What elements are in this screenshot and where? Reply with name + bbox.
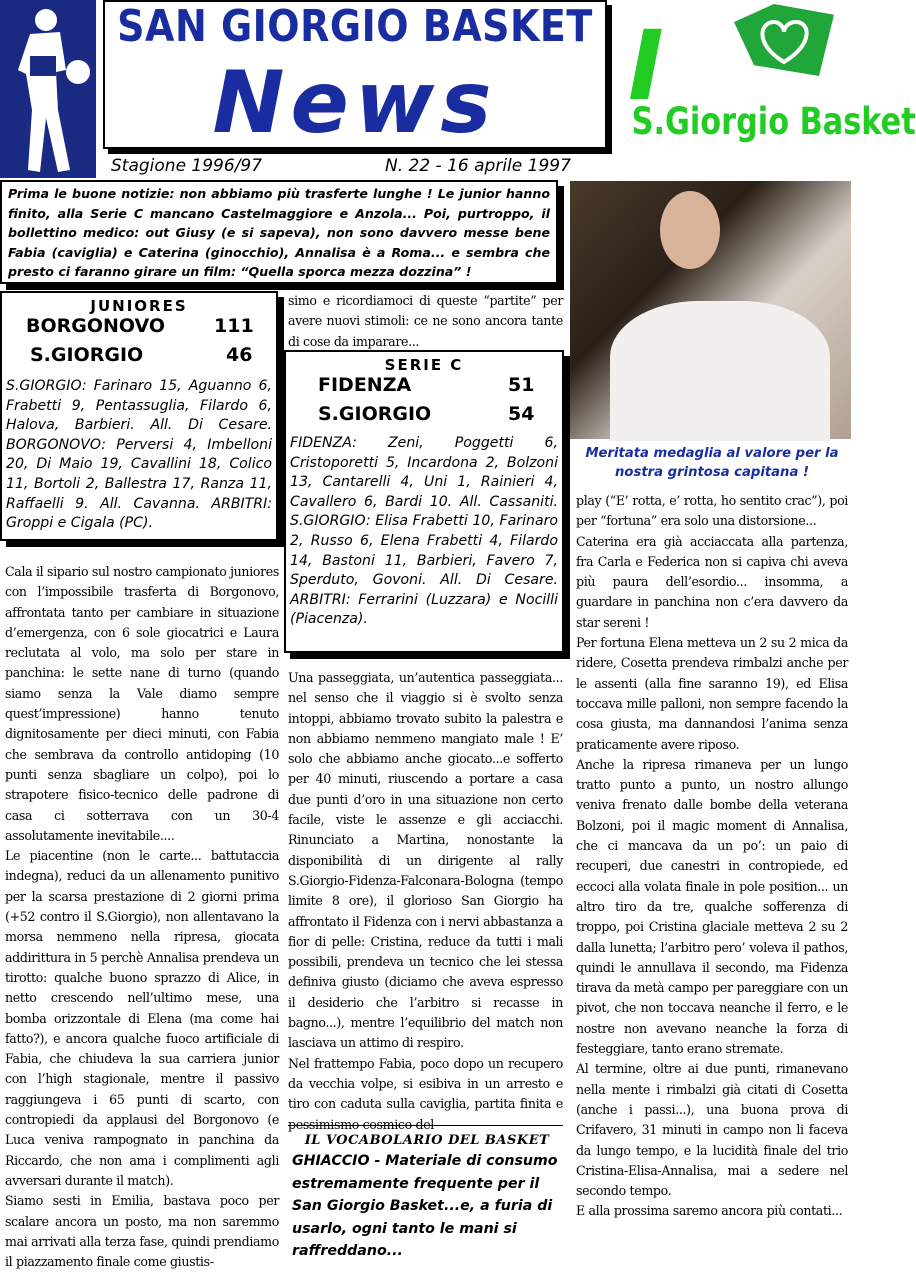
heart-icon (734, 4, 834, 76)
paragraph: Cala il sipario sul nostro campionato juniores con l’impossibile trasferta di Borgonovo, affrontata tanto per cambiare in situazione d’emergenza, con 6 sole giocatrici e Laura reclutata al volo, ma solo per stare in panchina: le sette nane di turno (quando siamo senza la Vale diamo sempre quest’impressione) hanno tenuto dignitosamente per dieci minuti, con Fabia che sembrava da controllo antidoping (10 punti senza sbagliare un colpo), poi lo strapotere fisico-tecnico delle padrone di casa ci sotterrava con un 30-4 assolutamente inevitabile.... (5, 564, 279, 843)
paragraph: Una passeggiata, un’autentica passeggiata... nel senso che il viaggio si è svolto senza intoppi, abbiamo trovato subito la palestra e non abbiamo nemmeno mangiato male ! E’ solo che abbiamo anche giocato...e sofferto per 40 minuti, riuscendo a portare a casa due punti d’oro in una situazione non certo facile, viste le assenze e gli acciacchi. Rinunciato a Martina, nonostante la disponibilità di un dirigente al rally S.Giorgio-Fidenza-Falconara-Bologna (tempo limite 8 ore), il glorioso San Giorgio ha affrontato il Fidenza con i nervi abbastanza a fior di pelle: Cristina, reduce da tutti i mali possibili, prendeva un tecnico che lei stessa definiva giusto (diciamo che aveva espresso il desiderio che l’arbitro si recasse in bagno...), mentre l’equilibrio del match non lasciava un attimo di respiro. (288, 670, 563, 1051)
seriec-score-2: 54 (508, 403, 535, 425)
paragraph: play (“E’ rotta, e’ rotta, ho sentito crac”), poi per “fortuna” era solo una distorsione... (576, 493, 848, 529)
logo-team-name: S.Giorgio Basket (631, 100, 916, 143)
basketball-player-icon (0, 0, 96, 178)
article-column-2-top (288, 291, 563, 349)
juniores-row-2 (6, 344, 272, 373)
paragraph: Al termine, oltre ai due punti, rimanevano nella mente i rimbalzi già citati di Cosetta (anche i passi...), una buona prova di Crifavero, 31 minuti in campo non li faceva da lungo tempo, e la lucidità finale del trio Cristina-Elisa-Annalisa, mai a sedere nel secondo tempo. (576, 1061, 848, 1199)
juniores-team-2: S.GIORGIO (30, 344, 144, 366)
column-divider (288, 1125, 563, 1126)
juniores-score-box (0, 291, 278, 541)
juniores-details: S.GIORGIO: Farinaro 15, Aguanno 6, Frabetti 9, Pentassuglia, Filardo 6, Halova, Barbieri. All. Di Cesare. BORGONOVO: Perversi 4, Imbelloni 20, Di Maio 19, Cavallini 18, Colico 11, Bortoli 2, Ballestra 17, Ranza 11, Raffaelli 9. All. Cavanna. ARBITRI: Groppi e Cigala (PC). (6, 378, 272, 532)
photo-face (660, 191, 720, 269)
paragraph: Anche la ripresa rimaneva per un lungo tratto punto a punto, un nostro allungo veniva frenato dalle bombe della veterana Bolzoni, poi il magic moment di Annalisa, che ci mancava da un po’: un paio di recuperi, due canestri in contropiede, ed eccoci alla volata finale in pole position... un altro tiro da tre, qualche sofferenza di troppo, poi Cristina glaciale metteva 2 su 2 dalla lunetta; l’arbitro pero’ voleva il pathos, quindi le annullava il secondo, ma Fidenza tirava da metà campo per pareggiare con un pivot, che non toccava neanche il ferro, e le nostre non avevano neanche la forza di festeggiare, tanto erano stremate. (576, 756, 848, 1057)
issue-line (103, 152, 603, 178)
seriec-team-2: S.GIORGIO (318, 403, 432, 425)
juniores-title: JUNIORES (90, 297, 188, 315)
paragraph: Le piacentine (non le carte... battutaccia indegna), reduci da un allenamento punitivo per la scarsa prestazione di 2 giorni prima (+52 contro il S.Giorgio), non allentavano la morsa nemmeno nella ripresa, giocata addirittura in 5 perchè Annalisa prendeva un tirotto: qualche buono sprazzo di Alice, in netto crescendo nell’ultimo mese, una bomba orizzontale di Elena (ma come hai fatto?), e ancora qualche fuoco artificiale di Fabia, che chiudeva la sua carriera junior con l’high stagionale, mentre il passivo raggiungeva i 65 punti di scarto, con contropiedi da applausi del Borgonovo (e Luca veniva rampognato in panchina da Riccardo, che non ama i complimenti agli avversari durante il match). (5, 848, 279, 1188)
paragraph: Siamo sesti in Emilia, bastava poco per scalare ancora un posto, ma non saremmo mai arrivati alla terza fase, quindi prendiamo il piazzamento finale come giustis- (5, 1193, 279, 1270)
vocabolario-body: GHIACCIO - Materiale di consumo estremamente frequente per il San Giorgio Basket...e, a furia di usarlo, ogni tanto le mani si raffreddano... (292, 1153, 558, 1260)
intro-box: Prima le buone notizie: non abbiamo più trasferte lunghe ! Le junior hanno finito, alla Serie C mancano Castelmaggiore e Anzola... Poi, purtroppo, il bollettino medico: out Giusy (e si sapeva), non sono davvero messe bene Fabia (caviglia) e Caterina (ginocchio), Annalisa è a Roma... e sembra che presto ci faranno girare un film: “Quella sporca mezza dozzina” ! (0, 180, 558, 284)
seriec-score-1: 51 (508, 374, 535, 396)
vocabolario-title: IL VOCABOLARIO DEL BASKET (304, 1133, 550, 1148)
photo-shirt (610, 301, 830, 441)
juniores-team-1: BORGONOVO (26, 315, 166, 337)
paragraph: Caterina era già acciaccata alla partenza, fra Carla e Federica non si capiva chi aveva più paura dell’esordio... insomma, a guardare in panchina non c’era davvero da star sereni ! (576, 533, 848, 630)
love-sgiorgio-logo (606, 0, 916, 178)
seriec-team-1: FIDENZA (318, 374, 412, 396)
seriec-row-2 (290, 403, 558, 432)
masthead (103, 0, 607, 153)
paragraph: E alla prossima saremo ancora più contati... (576, 1203, 843, 1219)
issue-number: N. 22 - 16 aprile 1997 (385, 156, 571, 176)
season-label: Stagione 1996/97 (111, 156, 263, 176)
article-column-1 (5, 562, 279, 1274)
seriec-title: SERIE C (384, 356, 464, 374)
juniores-score-2: 46 (226, 344, 253, 366)
juniores-row-1 (6, 315, 272, 344)
photo-caption: Meritata medaglia al valore per la nostra grintosa capitana ! (585, 446, 839, 480)
paragraph: Per fortuna Elena metteva un 2 su 2 mica da ridere, Cosetta prendeva rimbalzi anche per le assenti (alla fine saranno 19), ed Elisa toccava mille palloni, non sempre facendo la cosa giusta, ma dannandosi l’anima senza praticamente avere riposo. (576, 635, 848, 752)
seriec-score-box (284, 350, 564, 653)
player-logo (0, 0, 96, 178)
heart-outline-icon (734, 4, 834, 76)
paragraph: simo e ricordiamoci di queste “partite” per avere nuovi stimoli: ce ne sono ancora tante di cose da imparare... (288, 293, 563, 349)
logo-letter-i: I (628, 10, 664, 122)
paragraph: Nel frattempo Fabia, poco dopo un recupero da vecchia volpe, si esibiva in un arresto e tiro con caduta sulla caviglia, partita finita e pessimismo cosmico del (288, 1055, 563, 1132)
captain-photo (570, 181, 851, 439)
masthead-subtitle: News (212, 53, 498, 153)
seriec-row-1 (290, 374, 558, 403)
article-column-3 (576, 491, 848, 1271)
juniores-score-1: 111 (214, 315, 254, 337)
vocabolario-box (292, 1133, 562, 1273)
article-column-2 (288, 668, 563, 1132)
seriec-details: FIDENZA: Zeni, Poggetti 6, Cristoporetti 5, Incardona 2, Bolzoni 13, Cantarelli 4, Uni 1, Rainieri 4, Cavallero 6, Bardi 10. All. Cassaniti. S.GIORGIO: Elisa Frabetti 10, Farinaro 2, Russo 6, Elena Frabetti 4, Filardo 14, Bastoni 11, Barbieri, Favero 7, Sperduto, Govoni. All. Di Cesare. ARBITRI: Ferrarini (Luzzara) e Nocilli (Piacenza). (290, 435, 558, 628)
masthead-title: SAN GIORGIO BASKET (117, 0, 593, 52)
